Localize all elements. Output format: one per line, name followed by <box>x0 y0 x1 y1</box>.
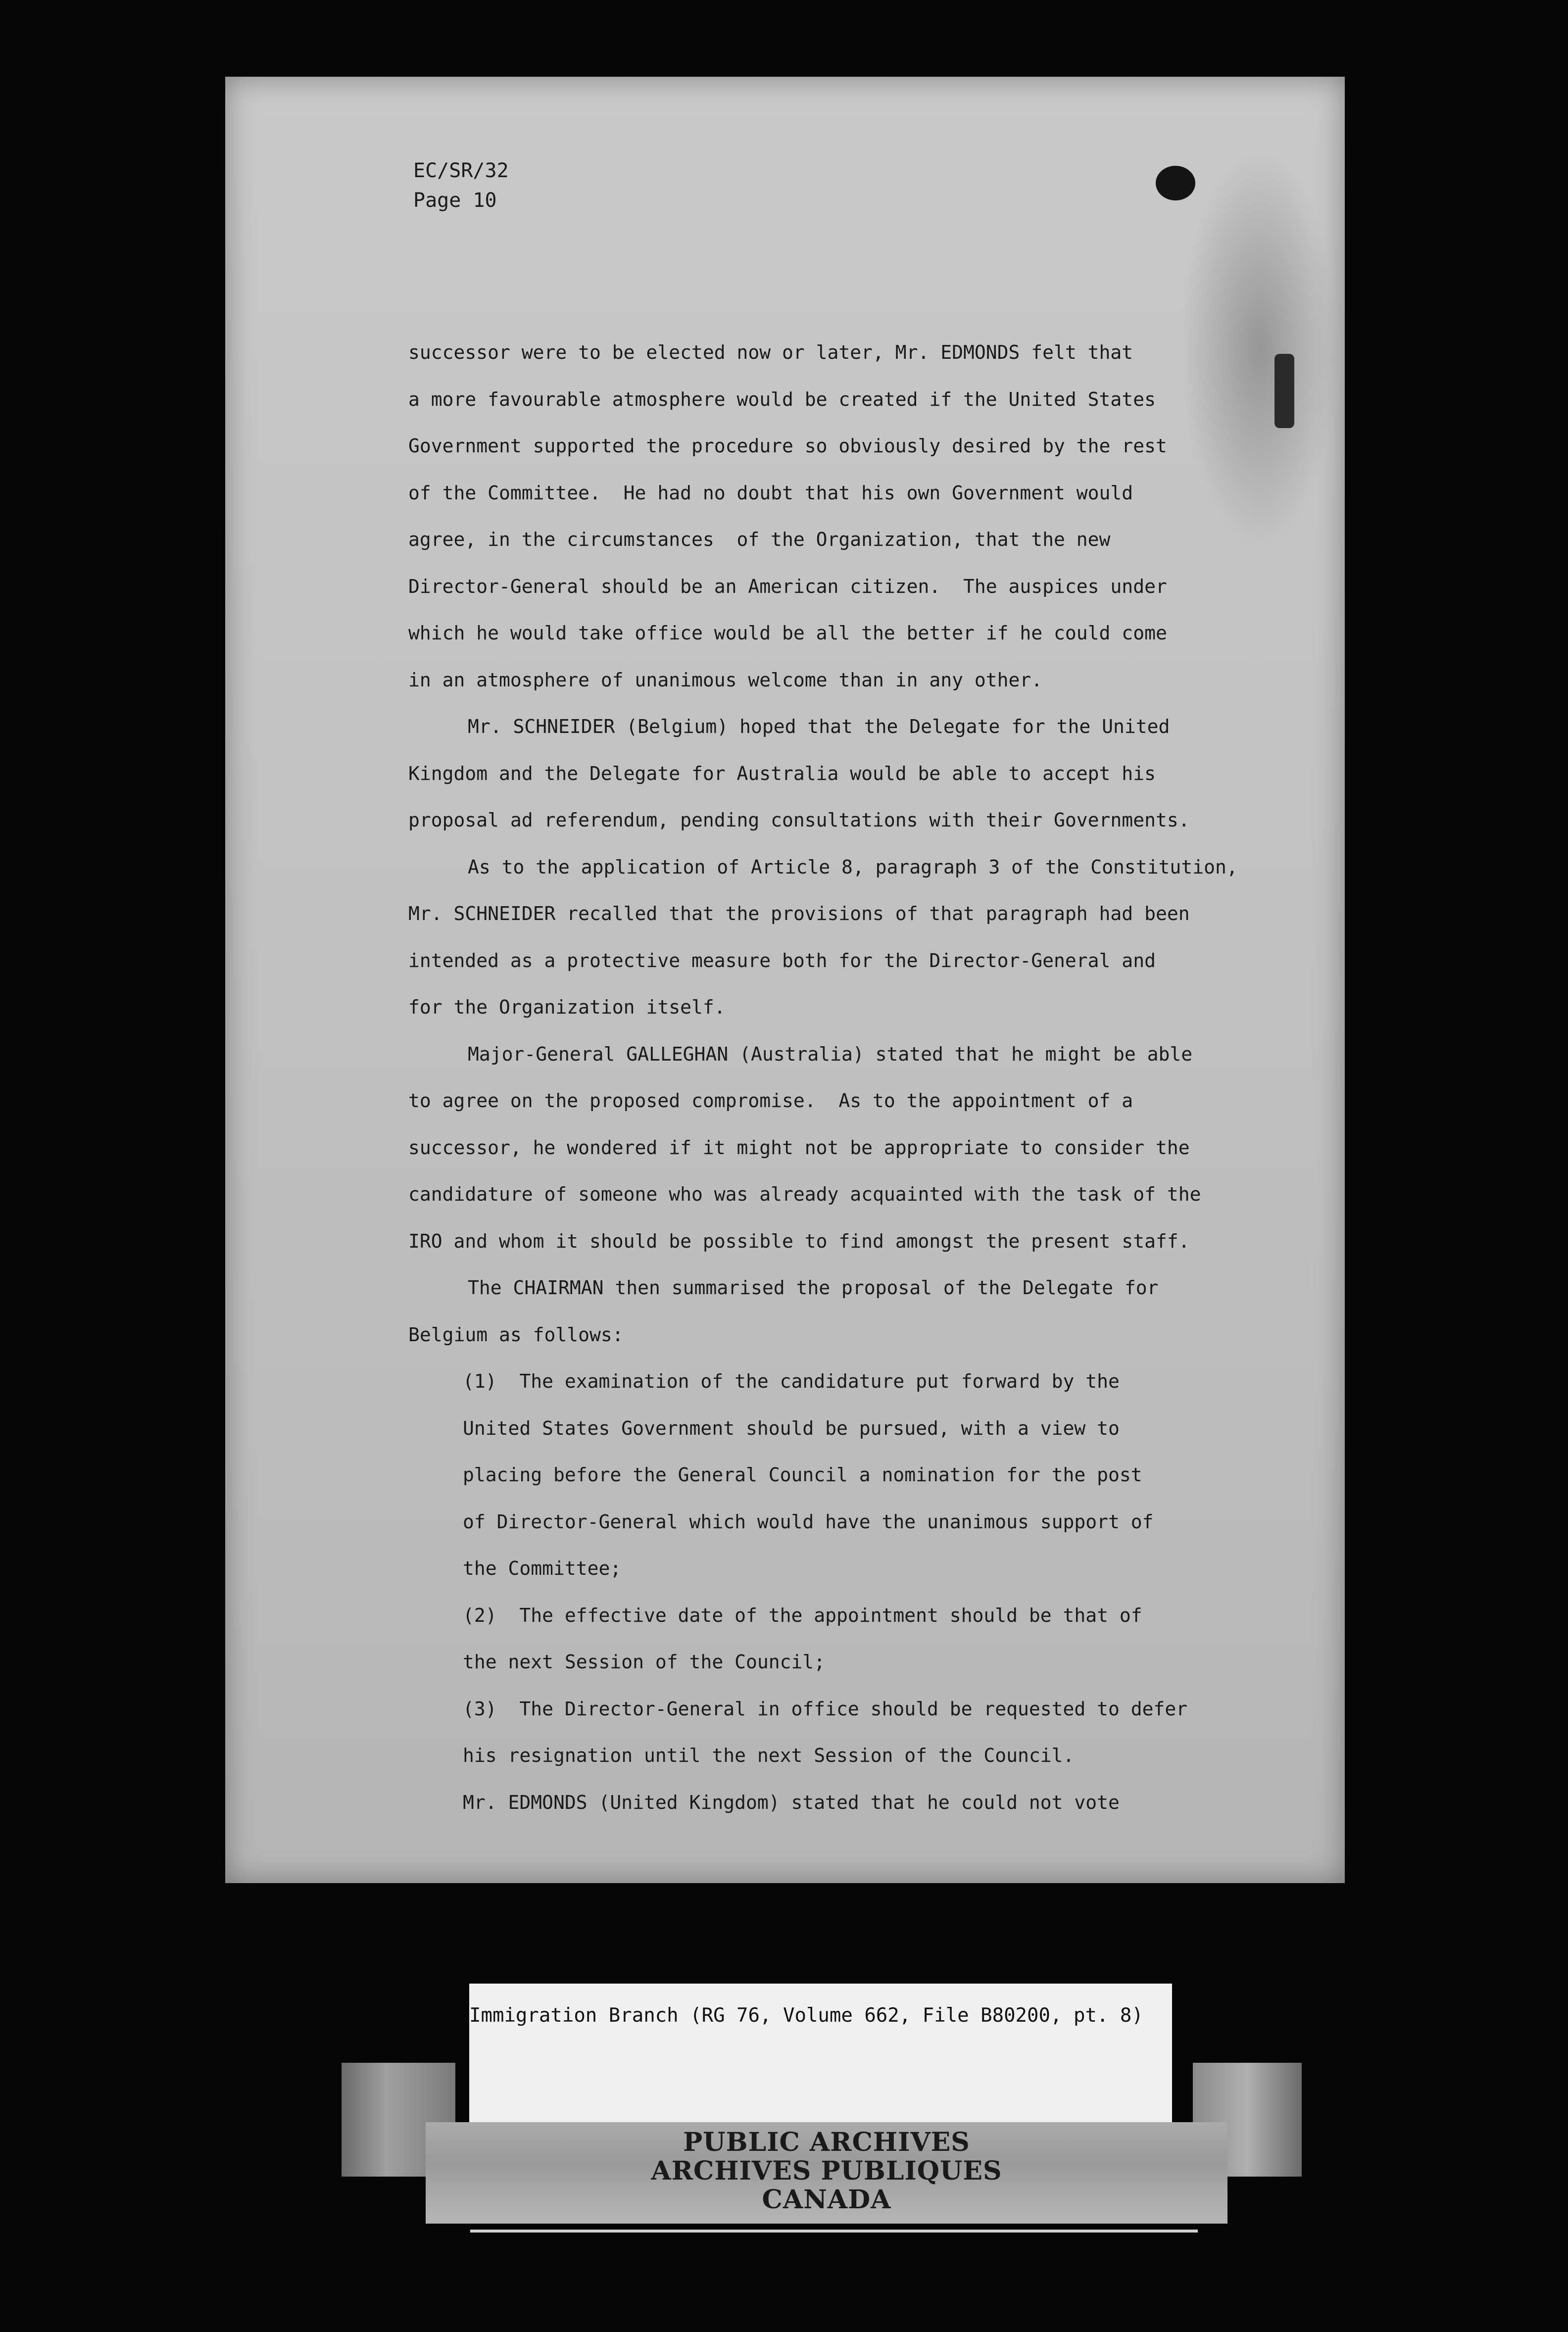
page-number: Page 10 <box>413 189 497 212</box>
archive-label-card <box>469 1984 1172 2122</box>
text-line: intended as a protective measure both for the Director-General and <box>408 949 1156 972</box>
text-line: Mr. EDMONDS (United Kingdom) stated that he could not vote <box>463 1791 1120 1813</box>
text-line: successor were to be elected now or later, Mr. EDMONDS felt that <box>408 341 1133 363</box>
text-line: Mr. SCHNEIDER recalled that the provisions of that paragraph had been <box>408 903 1190 924</box>
text-line: placing before the General Council a nomination for the post <box>463 1464 1142 1486</box>
text-line: a more favourable atmosphere would be created if the United States <box>408 388 1156 410</box>
stamp-line-2: ARCHIVES PUBLIQUES <box>651 2156 1002 2186</box>
text-line: the next Session of the Council; <box>463 1651 826 1673</box>
bottom-rule <box>470 2230 1198 2233</box>
archive-stamp <box>564 2128 1089 2214</box>
text-line: (2) The effective date of the appointment should be that of <box>463 1604 1142 1626</box>
text-line: Belgium as follows: <box>408 1323 624 1346</box>
text-line: of the Committee. He had no doubt that his own Government would <box>408 482 1133 504</box>
text-line: to agree on the proposed compromise. As to the appointment of a <box>408 1090 1133 1112</box>
text-line: Kingdom and the Delegate for Australia would be able to accept his <box>408 762 1156 784</box>
document-page <box>225 77 1345 1883</box>
page-header <box>413 156 509 215</box>
text-line: IRO and whom it should be possible to find amongst the present staff. <box>408 1230 1190 1252</box>
document-reference: EC/SR/32 <box>413 159 509 182</box>
text-line: As to the application of Article 8, paragraph 3 of the Constitution, <box>468 856 1238 878</box>
text-line: the Committee; <box>463 1557 622 1579</box>
text-line: Major-General GALLEGHAN (Australia) stated that he might be able <box>468 1043 1193 1065</box>
stamp-line-3: CANADA <box>762 2185 891 2215</box>
text-line: of Director-General which would have the unanimous support of <box>463 1510 1154 1533</box>
text-line: candidature of someone who was already acquainted with the task of the <box>408 1183 1201 1205</box>
archive-label-text: Immigration Branch (RG 76, Volume 662, File B80200, pt. 8) <box>469 2004 1143 2027</box>
punch-hole <box>1156 166 1195 200</box>
text-line: which he would take office would be all the better if he could come <box>408 622 1167 644</box>
text-line: in an atmosphere of unanimous welcome than in any other. <box>408 669 1043 691</box>
document-body <box>408 329 1329 1826</box>
text-line: Government supported the procedure so obviously desired by the rest <box>408 435 1167 457</box>
text-line: agree, in the circumstances of the Organization, that the new <box>408 529 1111 550</box>
text-line: proposal ad referendum, pending consultations with their Governments. <box>408 809 1190 831</box>
text-line: successor, he wondered if it might not be appropriate to consider the <box>408 1136 1190 1159</box>
text-line: Director-General should be an American citizen. The auspices under <box>408 575 1167 597</box>
text-line: for the Organization itself. <box>408 996 726 1018</box>
text-line: Mr. SCHNEIDER (Belgium) hoped that the Delegate for the United <box>468 716 1170 737</box>
stamp-line-1: PUBLIC ARCHIVES <box>683 2127 970 2157</box>
text-line: his resignation until the next Session of the Council. <box>463 1745 1075 1766</box>
text-line: (1) The examination of the candidature put forward by the <box>463 1370 1120 1392</box>
text-line: (3) The Director-General in office should be requested to defer <box>463 1698 1188 1720</box>
text-line: The CHAIRMAN then summarised the proposal of the Delegate for <box>468 1277 1159 1299</box>
text-line: United States Government should be pursued, with a view to <box>463 1417 1120 1439</box>
